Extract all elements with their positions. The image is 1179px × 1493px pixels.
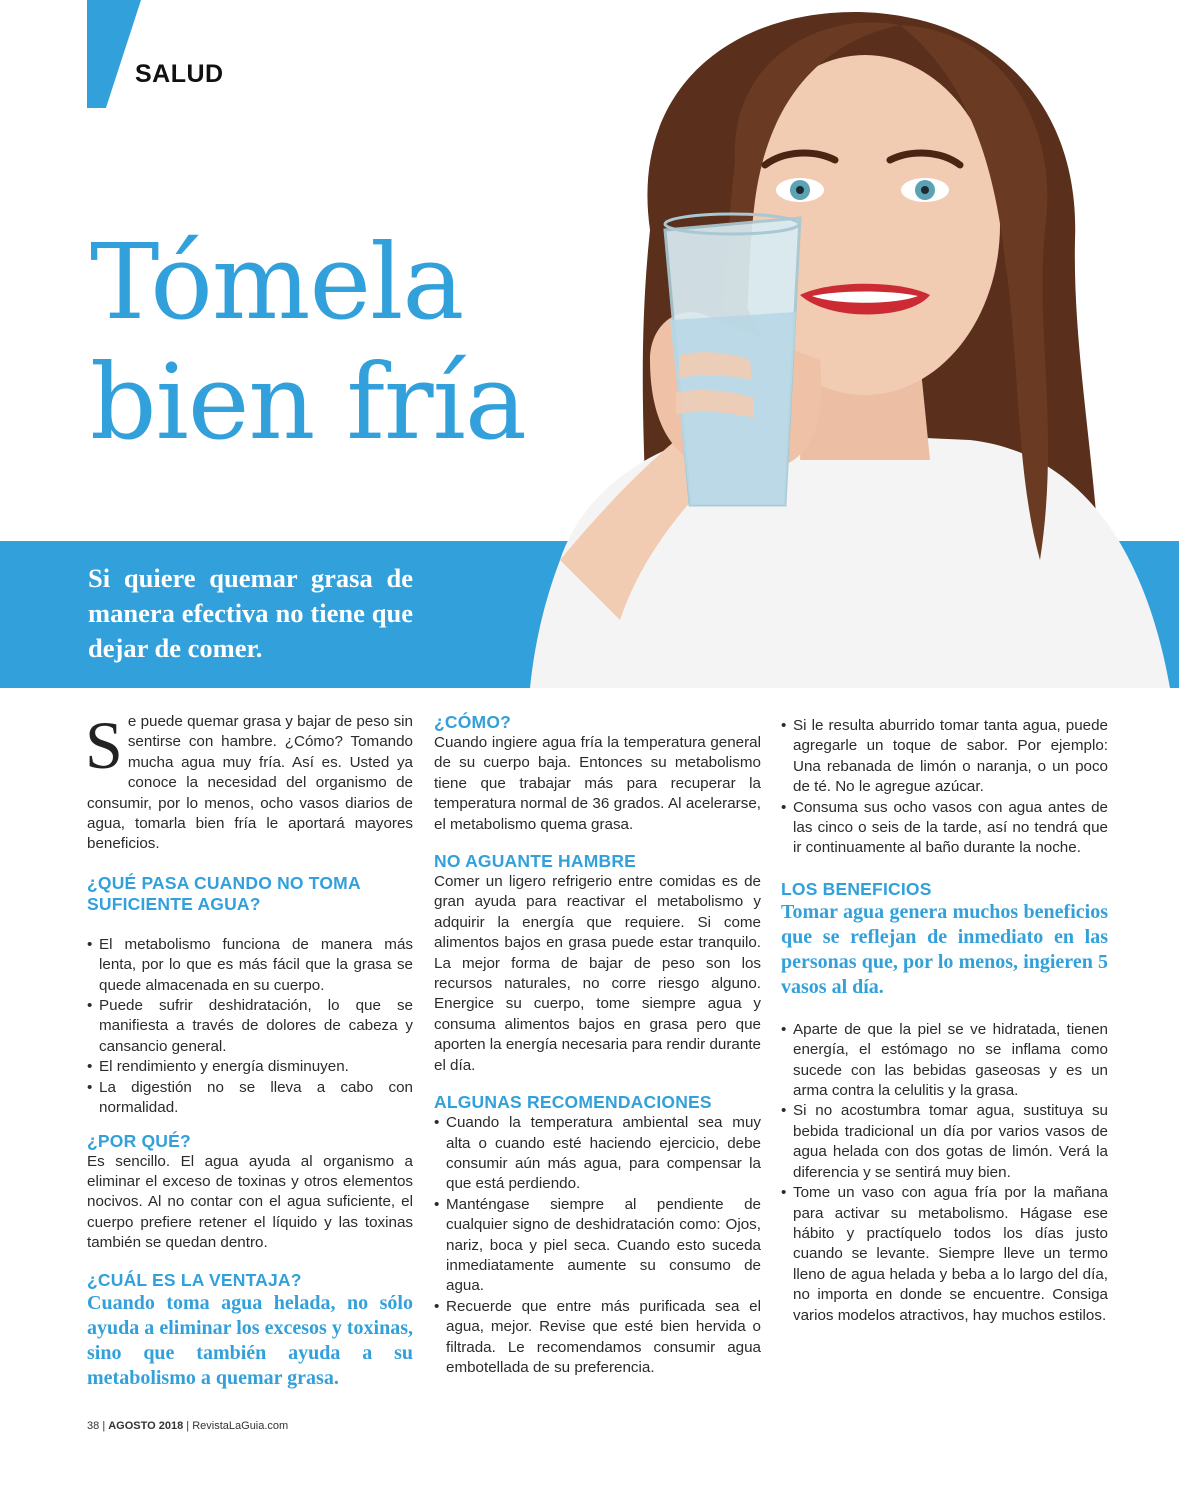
bullet-item: • Aparte de que la piel se ve hidratada, tienen energía, el estómago no se inflama como sucede con las bebidas gaseosas y es un arma contra la celulitis y la grasa. xyxy=(781,1020,1108,1102)
page-footer xyxy=(87,1420,288,1432)
headline-line1: Tómela xyxy=(90,221,464,343)
ventaja-pull-quote: Cuando toma agua helada, no sólo ayuda a eliminar los excesos y toxinas, sino que también ayuda a su metabolismo a quemar grasa. xyxy=(87,1291,413,1389)
drop-cap: S xyxy=(85,707,123,783)
bullet-item: • Si no acostumbra tomar agua, sustituya su bebida tradicional un día por varios vasos de agua helada con dos gotas de limón. Verá la diferencia y se sentirá muy bien. xyxy=(781,1101,1108,1183)
por-que-text: Es sencillo. El agua ayuda al organismo a eliminar el exceso de toxinas y otros elementos nocivos. Al no contar con el agua suficiente, el cuerpo prefiere retener el líquido y las toxinas también se quedan dentro. xyxy=(87,1152,413,1252)
heading-por-que: ¿POR QUÉ? xyxy=(87,1130,191,1151)
footer-separator: | xyxy=(186,1420,190,1432)
section-label: SALUD xyxy=(135,60,224,88)
intro-paragraph xyxy=(85,707,413,855)
headline-line2: bien fría xyxy=(90,341,526,463)
issue-date: AGOSTO 2018 xyxy=(108,1420,184,1432)
footer-separator: | xyxy=(102,1420,106,1432)
website-link[interactable]: RevistaLaGuia.com xyxy=(192,1420,289,1432)
bullet-item: • Cuando la temperatura ambiental sea muy alta o cuando esté haciendo ejercicio, debe consumir aún más agua, para compensar la que está perdiendo. xyxy=(434,1113,761,1195)
heading-beneficios: LOS BENEFICIOS xyxy=(781,878,932,899)
column-3 xyxy=(781,716,1108,1326)
headline xyxy=(90,222,526,462)
page-number: 38 xyxy=(87,1420,100,1432)
heading-como: ¿CÓMO? xyxy=(434,712,512,732)
bullet-item: • Si le resulta aburrido tomar tanta agua, puede agregarle un toque de sabor. Por ejemplo: Una rebanada de limón o naranja, o un poco de té. No le agregue azúcar. xyxy=(781,716,1108,798)
column-2 xyxy=(434,712,761,1378)
section-tab-bar xyxy=(87,0,141,108)
bullet-item: • Consuma sus ocho vasos con agua antes de las cinco o seis de la tarde, así no tendrá que ir continuamente al baño durante la noche. xyxy=(781,798,1108,859)
hambre-text: Comer un ligero refrigerio entre comidas es de gran ayuda para reactivar el metabolismo y adquirir la energía que requiere. Si come alimentos bajos en grasa puede estar tranquilo. La mejor forma de bajar de peso son los recursos naturales, no corre riesgo alguno. Energice su cuerpo, tome siempre agua y consuma alimentos bajos en grasa pero que aporten la energía necesaria para rendir durante el día. xyxy=(434,873,761,1074)
como-text: Cuando ingiere agua fría la temperatura general de su cuerpo baja. Entonces su metabolismo tiene que trabajar más para recuperar la temperatura normal de 36 grados. Al acelerarse, el metabolismo quema grasa. xyxy=(434,734,761,833)
bullet-item: • Manténgase siempre al pendiente de cualquier signo de deshidratación como: Ojos, nariz, boca y piel seca. Cuando esto suceda inmediatamente aumente su consumo de agua. xyxy=(434,1195,761,1297)
woman-holding-glass-photo xyxy=(500,0,1179,688)
bullet-list-recomendaciones xyxy=(434,1113,761,1378)
bullet-item: • Recuerde que entre más purificada sea el agua, mejor. Revise que esté bien hervida o filtrada. Le recomendamos consumir agua embotellada de su preferencia. xyxy=(434,1297,761,1379)
bullet-item: • El rendimiento y energía disminuyen. xyxy=(87,1057,413,1077)
bullet-item: • Puede sufrir deshidratación, lo que se manifiesta a través de dolores de cabeza y cansancio general. xyxy=(87,996,413,1057)
bullet-list-bottom xyxy=(781,1020,1108,1326)
heading-recomendaciones: ALGUNAS RECOMENDACIONES xyxy=(434,1092,712,1113)
bullet-list-que-pasa xyxy=(87,935,413,1119)
beneficios-pull-quote: Tomar agua genera muchos beneficios que se reflejan de inmediato en las personas que, por lo menos, ingieren 5 vasos al día. xyxy=(781,900,1108,998)
bullet-list-top xyxy=(781,716,1108,859)
pupil-left xyxy=(796,186,804,194)
bullet-item: • Tome un vaso con agua fría por la mañana para activar su metabolismo. Hágase ese hábito y practíquelo todos los días justo cuando se levante. Siempre lleve un termo lleno de agua helada y beba a lo largo del día, no importa en donde se encuentre. Consiga varios modelos atractivos, hay muchos estilos. xyxy=(781,1183,1108,1326)
intro-text: e puede quemar grasa y bajar de peso sin sentirse con hambre. ¿Cómo? Tomando mucha agua muy fría. Así es. Usted ya conoce la necesidad del organismo de consumir, por lo menos, ocho vasos diarios de agua, tomarla bien fría le aportará mayores beneficios. xyxy=(87,713,413,853)
heading-que-pasa: ¿QUÉ PASA CUANDO NO TOMA SUFICIENTE AGUA? xyxy=(87,872,361,914)
column-1 xyxy=(85,707,413,1391)
heading-ventaja: ¿CUÁL ES LA VENTAJA? xyxy=(87,1269,302,1290)
heading-no-aguante-hambre: NO AGUANTE HAMBRE xyxy=(434,851,637,872)
pupil-right xyxy=(921,186,929,194)
bullet-item: • La digestión no se lleva a cabo con normalidad. xyxy=(87,1078,413,1119)
bullet-item: • El metabolismo funciona de manera más lenta, por lo que es más fácil que la grasa se quede almacenada en su cuerpo. xyxy=(87,935,413,996)
dek-text: Si quiere quemar grasa de manera efectiva no tiene que dejar de comer. xyxy=(88,563,413,663)
